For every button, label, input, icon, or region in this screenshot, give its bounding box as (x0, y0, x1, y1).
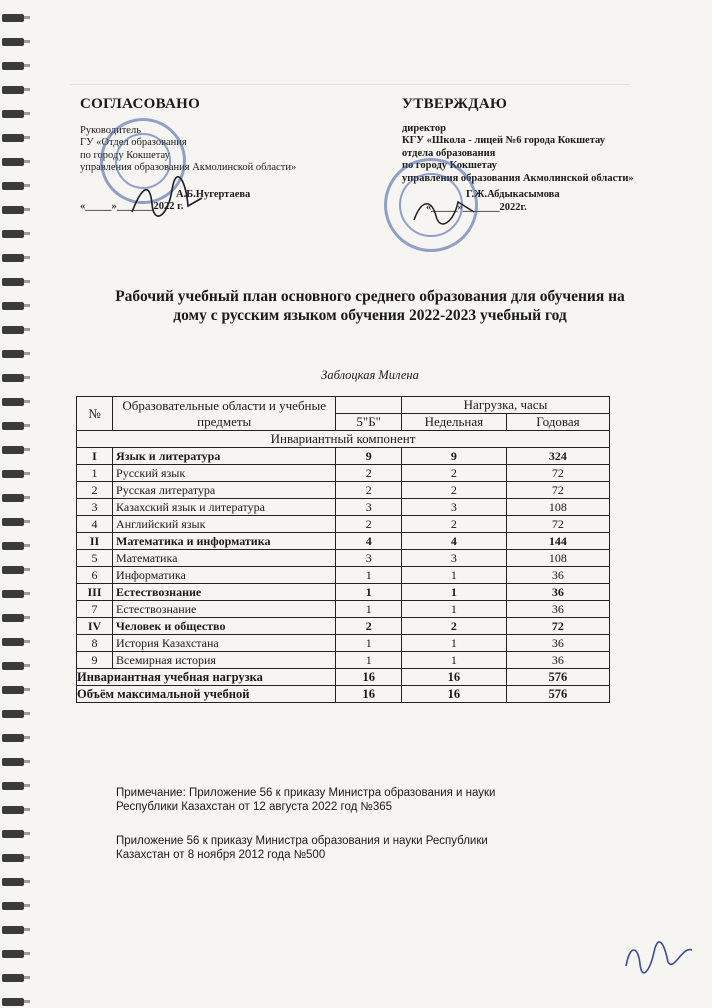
row-subject: Английский язык (113, 516, 336, 533)
binding-hole (2, 542, 24, 550)
row-weekly-hours: 1 (401, 567, 506, 584)
binding-hole (2, 950, 24, 958)
row-weekly-hours: 1 (401, 652, 506, 669)
left-block-line: Руководитель (80, 124, 141, 136)
row-subject: Естествознание (113, 601, 336, 618)
binding-hole (2, 110, 24, 118)
row-subject: Естествознание (113, 584, 336, 601)
binding-ring (24, 160, 30, 163)
binding-ring (24, 616, 30, 619)
row-subject: История Казахстана (113, 635, 336, 652)
binding-hole (2, 278, 24, 286)
row-class-hours: 3 (336, 499, 402, 516)
header-class: 5"Б" (336, 414, 402, 431)
header-subjects: Образовательные области и учебные предметы (113, 397, 336, 431)
row-number: I (77, 448, 113, 465)
table-row-total (77, 686, 610, 703)
left-block-line: по городу Кокшетау (80, 149, 170, 161)
row-yearly-hours: 72 (506, 482, 609, 499)
binding-ring (24, 280, 30, 283)
binding-ring (24, 808, 30, 811)
document-title: Рабочий учебный план основного среднего образования для обучения на дому с русским языком обучения 2022-2023 учебный год (115, 288, 625, 324)
signature-name-right: Г.Ж.Абдыкасымова (466, 189, 560, 200)
table-row-area (77, 618, 610, 635)
date-line-left: «_____»_______2022 г. (80, 201, 184, 212)
row-class-hours: 2 (336, 516, 402, 533)
binding-hole (2, 422, 24, 430)
student-name: Заблоцкая Милена (321, 368, 419, 382)
binding-hole (2, 998, 24, 1006)
row-number: 1 (77, 465, 113, 482)
curriculum-table (76, 396, 610, 703)
binding-hole (2, 614, 24, 622)
right-block-line: управления образования Акмолинской области» (402, 172, 634, 184)
row-yearly-hours: 72 (506, 465, 609, 482)
binding-ring (24, 40, 30, 43)
row-number: IV (77, 618, 113, 635)
binding-hole (2, 734, 24, 742)
header-blank (336, 397, 402, 414)
binding-hole (2, 782, 24, 790)
binding-hole (2, 206, 24, 214)
row-yearly-hours: 36 (506, 584, 609, 601)
left-block-line: ГУ «Отдел образования (80, 137, 187, 148)
row-subject: Русская литература (113, 482, 336, 499)
row-subject: Всемирная история (113, 652, 336, 669)
binding-ring (24, 136, 30, 139)
binding-ring (24, 640, 30, 643)
binding-hole (2, 686, 24, 694)
binding-hole (2, 374, 24, 382)
binding-ring (24, 592, 30, 595)
signature-scribble-left (128, 176, 208, 220)
binding-hole (2, 974, 24, 982)
binding-ring (24, 448, 30, 451)
table-row-subject (77, 635, 610, 652)
right-block-line: КГУ «Школа - лицей №6 города Кокшетау (402, 135, 605, 146)
total-label: Инвариантная учебная нагрузка (77, 669, 336, 686)
binding-ring (24, 256, 30, 259)
binding-ring (24, 664, 30, 667)
table-row-subject (77, 499, 610, 516)
binding-hole (2, 326, 24, 334)
binding-ring (24, 976, 30, 979)
binding-ring (24, 832, 30, 835)
binding-hole (2, 566, 24, 574)
row-number: 6 (77, 567, 113, 584)
component-label: Инвариантный компонент (77, 431, 610, 448)
row-weekly-hours: 2 (401, 465, 506, 482)
total-weekly-hours: 16 (401, 669, 506, 686)
table-row-area (77, 533, 610, 550)
row-number: 5 (77, 550, 113, 567)
row-class-hours: 2 (336, 465, 402, 482)
row-number: 8 (77, 635, 113, 652)
row-yearly-hours: 324 (506, 448, 609, 465)
binding-ring (24, 112, 30, 115)
row-number: 4 (77, 516, 113, 533)
row-weekly-hours: 2 (401, 516, 506, 533)
binding-hole (2, 590, 24, 598)
binding-ring (24, 400, 30, 403)
binding-ring (24, 496, 30, 499)
binding-hole (2, 662, 24, 670)
total-yearly-hours: 576 (506, 686, 609, 703)
table-row-subject (77, 550, 610, 567)
binding-hole (2, 878, 24, 886)
table-row-subject (77, 516, 610, 533)
row-number: 3 (77, 499, 113, 516)
binding-hole (2, 446, 24, 454)
binding-hole (2, 758, 24, 766)
binding-ring (24, 952, 30, 955)
binding-ring (24, 424, 30, 427)
binding-ring (24, 16, 30, 19)
binding-ring (24, 856, 30, 859)
binding-ring (24, 376, 30, 379)
row-class-hours: 1 (336, 635, 402, 652)
binding-ring (24, 736, 30, 739)
row-number: 2 (77, 482, 113, 499)
row-subject: Математика и информатика (113, 533, 336, 550)
header-number: № (77, 397, 113, 431)
binding-ring (24, 784, 30, 787)
row-yearly-hours: 36 (506, 601, 609, 618)
binding-hole (2, 470, 24, 478)
row-subject: Русский язык (113, 465, 336, 482)
table-row-subject (77, 567, 610, 584)
right-block-line: отдела образования (402, 147, 496, 159)
header-load: Нагрузка, часы (401, 397, 609, 414)
row-class-hours: 1 (336, 567, 402, 584)
table-row-total (77, 669, 610, 686)
signature-scribble-bottom (620, 936, 700, 976)
row-weekly-hours: 1 (401, 601, 506, 618)
row-subject: Информатика (113, 567, 336, 584)
binding-ring (24, 712, 30, 715)
row-weekly-hours: 4 (401, 533, 506, 550)
binding-hole (2, 230, 24, 238)
row-subject: Казахский язык и литература (113, 499, 336, 516)
row-weekly-hours: 1 (401, 584, 506, 601)
row-weekly-hours: 3 (401, 499, 506, 516)
binding-ring (24, 1000, 30, 1003)
row-subject: Математика (113, 550, 336, 567)
binding-ring (24, 64, 30, 67)
row-class-hours: 1 (336, 584, 402, 601)
table-row-subject (77, 482, 610, 499)
total-class-hours: 16 (336, 686, 402, 703)
row-class-hours: 2 (336, 618, 402, 635)
binding-hole (2, 854, 24, 862)
right-block-line: директор (402, 122, 447, 134)
row-yearly-hours: 144 (506, 533, 609, 550)
note-1: Примечание: Приложение 56 к приказу Министра образования и науки Республики Казахстан от 12 августа 2022 год №365 (116, 787, 496, 813)
binding-hole (2, 830, 24, 838)
total-label: Объём максимальной учебной (77, 686, 336, 703)
row-yearly-hours: 36 (506, 635, 609, 652)
binding-hole (2, 302, 24, 310)
row-number: II (77, 533, 113, 550)
binding-ring (24, 88, 30, 91)
header-yearly: Годовая (506, 414, 609, 431)
row-class-hours: 1 (336, 652, 402, 669)
row-weekly-hours: 3 (401, 550, 506, 567)
row-subject: Язык и литература (113, 448, 336, 465)
binding-hole (2, 158, 24, 166)
row-weekly-hours: 9 (401, 448, 506, 465)
binding-hole (2, 518, 24, 526)
binding-ring (24, 472, 30, 475)
binding-ring (24, 904, 30, 907)
row-yearly-hours: 36 (506, 652, 609, 669)
binding-ring (24, 304, 30, 307)
binding-ring (24, 208, 30, 211)
binding-hole (2, 38, 24, 46)
note-2: Приложение 56 к приказу Министра образования и науки Республики Казахстан от 8 ноября 2012 года №500 (116, 835, 488, 861)
row-class-hours: 9 (336, 448, 402, 465)
total-weekly-hours: 16 (401, 686, 506, 703)
row-class-hours: 2 (336, 482, 402, 499)
row-subject: Человек и общество (113, 618, 336, 635)
right-block-line: по городу Кокшетау (402, 160, 497, 171)
row-number: III (77, 584, 113, 601)
table-row-area (77, 448, 610, 465)
binding-ring (24, 352, 30, 355)
header-weekly: Недельная (401, 414, 506, 431)
binding-ring (24, 760, 30, 763)
row-class-hours: 4 (336, 533, 402, 550)
total-yearly-hours: 576 (506, 669, 609, 686)
binding-hole (2, 14, 24, 22)
left-block-line: управления образования Акмолинской области» (80, 162, 297, 173)
notes-block (116, 786, 536, 882)
row-yearly-hours: 108 (506, 550, 609, 567)
binding-hole (2, 254, 24, 262)
row-yearly-hours: 72 (506, 516, 609, 533)
row-yearly-hours: 108 (506, 499, 609, 516)
binding-hole (2, 710, 24, 718)
binding-hole (2, 62, 24, 70)
row-weekly-hours: 2 (401, 482, 506, 499)
binding-hole (2, 494, 24, 502)
row-number: 9 (77, 652, 113, 669)
binding-hole (2, 806, 24, 814)
binding-ring (24, 544, 30, 547)
spiral-binding (0, 0, 30, 1008)
signature-scribble-right (410, 192, 480, 228)
binding-ring (24, 328, 30, 331)
binding-ring (24, 688, 30, 691)
row-class-hours: 3 (336, 550, 402, 567)
binding-ring (24, 880, 30, 883)
approval-title-right: УТВЕРЖДАЮ (402, 96, 508, 112)
binding-ring (24, 928, 30, 931)
binding-hole (2, 86, 24, 94)
binding-hole (2, 182, 24, 190)
row-weekly-hours: 1 (401, 635, 506, 652)
row-yearly-hours: 72 (506, 618, 609, 635)
row-weekly-hours: 2 (401, 618, 506, 635)
row-class-hours: 1 (336, 601, 402, 618)
binding-ring (24, 568, 30, 571)
table-row-area (77, 584, 610, 601)
row-number: 7 (77, 601, 113, 618)
row-yearly-hours: 36 (506, 567, 609, 584)
date-line-right: «_____»_______2022г. (426, 201, 527, 213)
approval-title-left: СОГЛАСОВАНО (80, 96, 201, 112)
binding-hole (2, 134, 24, 142)
binding-hole (2, 638, 24, 646)
signature-name-left: А.Б.Нугертаева (176, 188, 251, 200)
table-row-subject (77, 652, 610, 669)
total-class-hours: 16 (336, 669, 402, 686)
binding-ring (24, 184, 30, 187)
table-row-subject (77, 601, 610, 618)
binding-hole (2, 350, 24, 358)
binding-ring (24, 232, 30, 235)
binding-hole (2, 398, 24, 406)
binding-ring (24, 520, 30, 523)
table-row-subject (77, 465, 610, 482)
binding-hole (2, 926, 24, 934)
binding-hole (2, 902, 24, 910)
